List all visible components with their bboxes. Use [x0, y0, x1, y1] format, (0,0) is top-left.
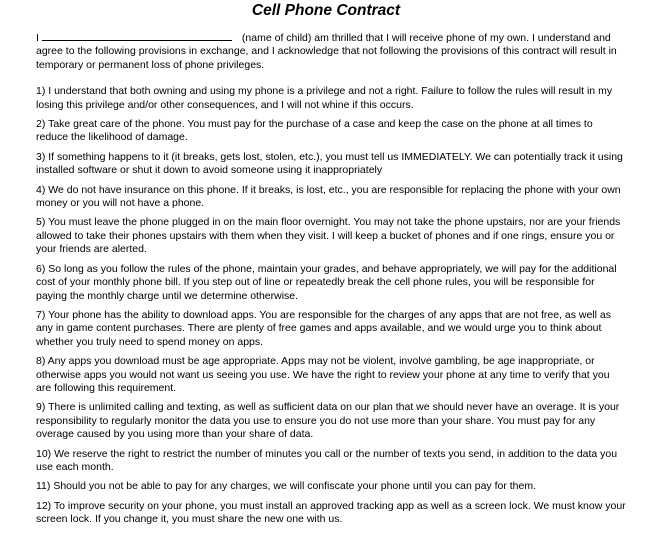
- document-title: Cell Phone Contract: [251, 2, 401, 19]
- intro-prefix: I: [36, 32, 39, 44]
- rule-4: 4) We do not have insurance on this phone. If it breaks, is lost, etc., you are responsible for replacing the phone with your own money or you will not have a phone.: [36, 183, 621, 210]
- rule-6: 6) So long as you follow the rules of the phone, maintain your grades, and behave appropriately, we will pay for the additional cost of your monthly phone bill. If you step out of line or repeatedly break the cell phone rules, you will be responsible for paying the monthly charge until we determine otherwise.: [36, 262, 617, 302]
- rule-10: 10) We reserve the right to restrict the number of minutes you call or the number of texts you send, in addition to the data you use each month.: [36, 447, 618, 473]
- rules-list: [36, 85, 626, 526]
- rule-2: 2) Take great care of the phone. You must pay for the purchase of a case and keep the case on the phone at all times to reduce the likelihood of damage.: [36, 118, 593, 144]
- rule-3: 3) If something happens to it (it breaks, gets lost, stolen, etc.), you must tell us IMMEDIATELY. We can potentially track it using installed software or shut it down to avoid someone using it inappropriately: [36, 150, 623, 177]
- rule-8: 8) Any apps you download must be age appropriate. Apps may not be violent, involve gambling, be age inappropriate, or otherwise apps you would not want us seeing you use. We have the right to review your phone at any time to verify that you are following this requirement.: [36, 355, 610, 394]
- intro-text: (name of child) am thrilled that I will receive phone of my own. I understand and agree to the following provisions in exchange, and I acknowledge that not following the provisions of this contract will result in temporary or permanent loss of phone privileges.: [36, 32, 617, 71]
- rule-11: 11) Should you not be able to pay for any charges, we will confiscate your phone until you can pay for them.: [36, 480, 537, 493]
- child-name-blank: [42, 31, 232, 41]
- rule-1: 1) I understand that both owning and using my phone is a privilege and not a right. Failure to follow the rules will result in my losing this privilege and/or other consequences, and I will not whine if this occurs.: [36, 85, 613, 111]
- intro-paragraph: [36, 31, 626, 72]
- document-body: [36, 31, 626, 533]
- rule-5: 5) You must leave the phone plugged in on the main floor overnight. You may not take the phone upstairs, nor are your friends allowed to take their phones upstairs with them when they visit. I will keep a bucket of phones and if one rings, ensure you or your friends are alerted.: [36, 216, 621, 256]
- rule-12: 12) To improve security on your phone, you must install an approved tracking app as well as a screen lock. We must know your screen lock. If you change it, you must share the new one with us.: [36, 499, 626, 526]
- rule-7: 7) Your phone has the ability to download apps. You are responsible for the charges of any apps that are not free, as well as any in game content purchases. There are plenty of free games and apps available, and we would urge you to think about whether you truly need to spend money on apps.: [36, 308, 611, 348]
- rule-9: 9) There is unlimited calling and texting, as well as sufficient data on our plan that we should never have an overage. It is your responsibility to regularly monitor the data you use to ensure you do not use more than your share. You must pay for any overage caused by you using more than your share of data.: [36, 401, 620, 441]
